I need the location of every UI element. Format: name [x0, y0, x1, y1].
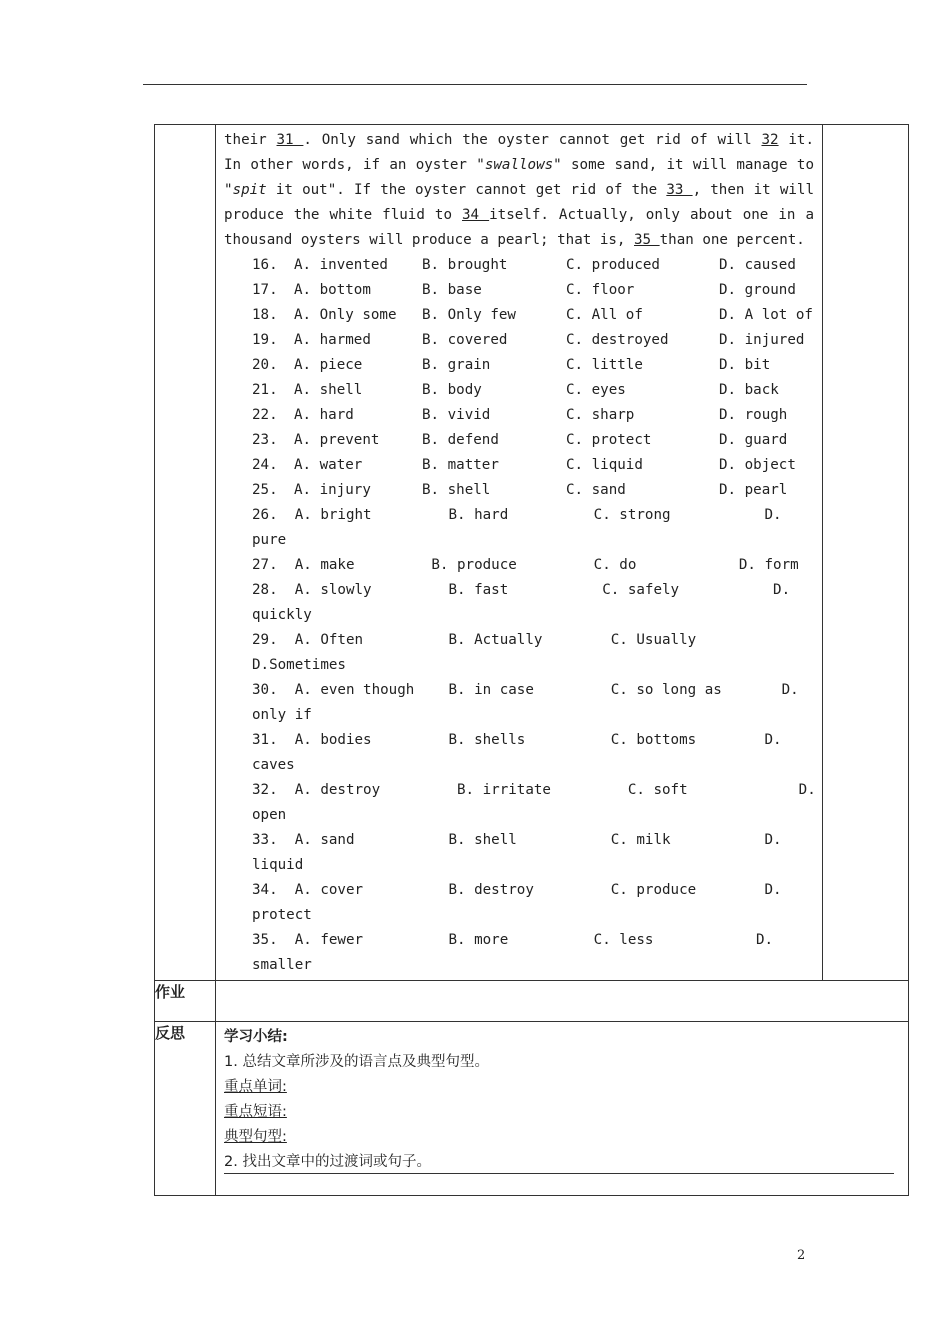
- summary-item-1: 1. 总结文章所涉及的语言点及典型句型。: [224, 1054, 489, 1070]
- q-number: 25.: [252, 482, 278, 498]
- question-row: [224, 403, 814, 428]
- option-d: D. object: [719, 457, 796, 473]
- blank-35: 35: [634, 232, 660, 248]
- homework-row: [155, 981, 909, 1022]
- question-row: [224, 353, 814, 378]
- question-row: [224, 253, 814, 278]
- option-c: C. sand: [566, 482, 626, 498]
- option-c: C. floor: [566, 282, 635, 298]
- option-a: A. bottom: [294, 282, 371, 298]
- reflection-label: 反思: [155, 1022, 216, 1196]
- homework-label: 作业: [155, 981, 216, 1022]
- option-a: A. injury: [294, 482, 371, 498]
- reflection-row: [155, 1022, 909, 1196]
- question-row: 35. A. fewer B. more C. less D.: [252, 932, 774, 948]
- header-rule: [143, 84, 807, 85]
- option-d: D. pearl: [719, 482, 788, 498]
- text: their: [224, 132, 277, 148]
- blank-34: 34: [462, 207, 490, 223]
- option-a: A. prevent: [294, 432, 380, 448]
- option-c: C. All of: [566, 307, 643, 323]
- option-a: A. hard: [294, 407, 354, 423]
- q-number: 20.: [252, 357, 278, 373]
- question-list: [224, 253, 814, 978]
- question-row-continuation: D.Sometimes: [252, 657, 346, 673]
- option-d: D. caused: [719, 257, 796, 273]
- question-row: [224, 428, 814, 453]
- option-b: B. brought: [422, 257, 508, 273]
- option-d: D. bit: [719, 357, 771, 373]
- page-number: 2: [797, 1248, 806, 1263]
- option-c: C. liquid: [566, 457, 643, 473]
- blank-31: 31: [276, 132, 304, 148]
- question-row-continuation: liquid: [252, 857, 304, 873]
- option-b: B. shell: [422, 482, 491, 498]
- key-phrases-line: 重点短语:: [224, 1104, 287, 1120]
- q-number: 19.: [252, 332, 278, 348]
- option-d: D. injured: [719, 332, 805, 348]
- option-b: B. grain: [422, 357, 491, 373]
- question-row: [224, 378, 814, 403]
- text: . Only sand which the oyster cannot get rid of will: [303, 132, 762, 148]
- word-swallows: "swallows": [476, 157, 562, 173]
- option-b: B. covered: [422, 332, 508, 348]
- question-row-continuation: protect: [252, 907, 312, 923]
- right-cell: [823, 125, 909, 981]
- q-number: 16.: [252, 257, 278, 273]
- option-b: B. defend: [422, 432, 499, 448]
- question-row: 29. A. Often B. Actually C. Usually: [252, 632, 697, 648]
- text: it. In other words, if an oyster: [224, 132, 814, 173]
- option-c: C. eyes: [566, 382, 626, 398]
- q-number: 17.: [252, 282, 278, 298]
- question-row-continuation: only if: [252, 707, 312, 723]
- text: some sand, it will manage to: [561, 157, 814, 173]
- question-row-continuation: open: [252, 807, 287, 823]
- option-c: C. little: [566, 357, 643, 373]
- q-number: 21.: [252, 382, 278, 398]
- question-row: [224, 303, 814, 328]
- text: itself. Actually, only about one in a thousand oysters will produce a pearl; that is,: [224, 207, 815, 248]
- option-b: B. vivid: [422, 407, 491, 423]
- question-row: [224, 328, 814, 353]
- question-row: 30. A. even though B. in case C. so long as D.: [252, 682, 799, 698]
- blank-33: 33: [666, 182, 693, 198]
- option-b: B. Only few: [422, 307, 516, 323]
- key-sentences-line: 典型句型:: [224, 1129, 287, 1145]
- passage-cell: [216, 125, 823, 981]
- question-row-continuation: quickly: [252, 607, 312, 623]
- answer-line: [224, 1173, 894, 1174]
- option-a: A. harmed: [294, 332, 371, 348]
- option-d: D. back: [719, 382, 779, 398]
- option-a: A. water: [294, 457, 363, 473]
- question-row: [224, 478, 814, 503]
- question-row-continuation: smaller: [252, 957, 312, 973]
- option-a: A. invented: [294, 257, 388, 273]
- option-b: B. body: [422, 382, 482, 398]
- text: it out". If the oyster cannot get rid of the: [266, 182, 667, 198]
- option-c: C. sharp: [566, 407, 635, 423]
- option-a: A. piece: [294, 357, 363, 373]
- question-row: [224, 453, 814, 478]
- key-words-line: 重点单词:: [224, 1079, 287, 1095]
- question-row: 33. A. sand B. shell C. milk D.: [252, 832, 782, 848]
- worksheet-table: [154, 124, 909, 1196]
- blank-32: 32: [761, 132, 779, 148]
- question-row: 28. A. slowly B. fast C. safely D.: [252, 582, 791, 598]
- passage-text: [224, 128, 814, 253]
- question-row: 26. A. bright B. hard C. strong D.: [252, 507, 782, 523]
- option-d: D. guard: [719, 432, 788, 448]
- q-number: 18.: [252, 307, 278, 323]
- question-row: 31. A. bodies B. shells C. bottoms D.: [252, 732, 782, 748]
- word-spit: "spit: [224, 182, 267, 198]
- text: than one percent.: [659, 232, 805, 248]
- option-d: D. ground: [719, 282, 796, 298]
- option-b: B. base: [422, 282, 482, 298]
- option-c: C. protect: [566, 432, 652, 448]
- summary-item-2: 2. 找出文章中的过渡词或句子。: [224, 1154, 431, 1170]
- question-row: 27. A. make B. produce C. do D. form: [252, 557, 799, 573]
- option-b: B. matter: [422, 457, 499, 473]
- homework-cell: [216, 981, 909, 1022]
- reflection-cell: [216, 1022, 909, 1196]
- summary-heading: 学习小结:: [224, 1029, 288, 1045]
- question-row: [224, 278, 814, 303]
- q-number: 24.: [252, 457, 278, 473]
- left-cell: [155, 125, 216, 981]
- question-row-continuation: pure: [252, 532, 287, 548]
- question-row: 34. A. cover B. destroy C. produce D.: [252, 882, 782, 898]
- option-c: C. produced: [566, 257, 660, 273]
- option-a: A. Only some: [294, 307, 397, 323]
- option-d: D. A lot of: [719, 307, 813, 323]
- question-row: 32. A. destroy B. irritate C. soft D.: [252, 782, 816, 798]
- q-number: 22.: [252, 407, 278, 423]
- passage-row: [155, 125, 909, 981]
- option-c: C. destroyed: [566, 332, 669, 348]
- text: , then it will produce the white fluid to: [224, 182, 814, 223]
- q-number: 23.: [252, 432, 278, 448]
- option-a: A. shell: [294, 382, 363, 398]
- question-row-continuation: caves: [252, 757, 295, 773]
- option-d: D. rough: [719, 407, 788, 423]
